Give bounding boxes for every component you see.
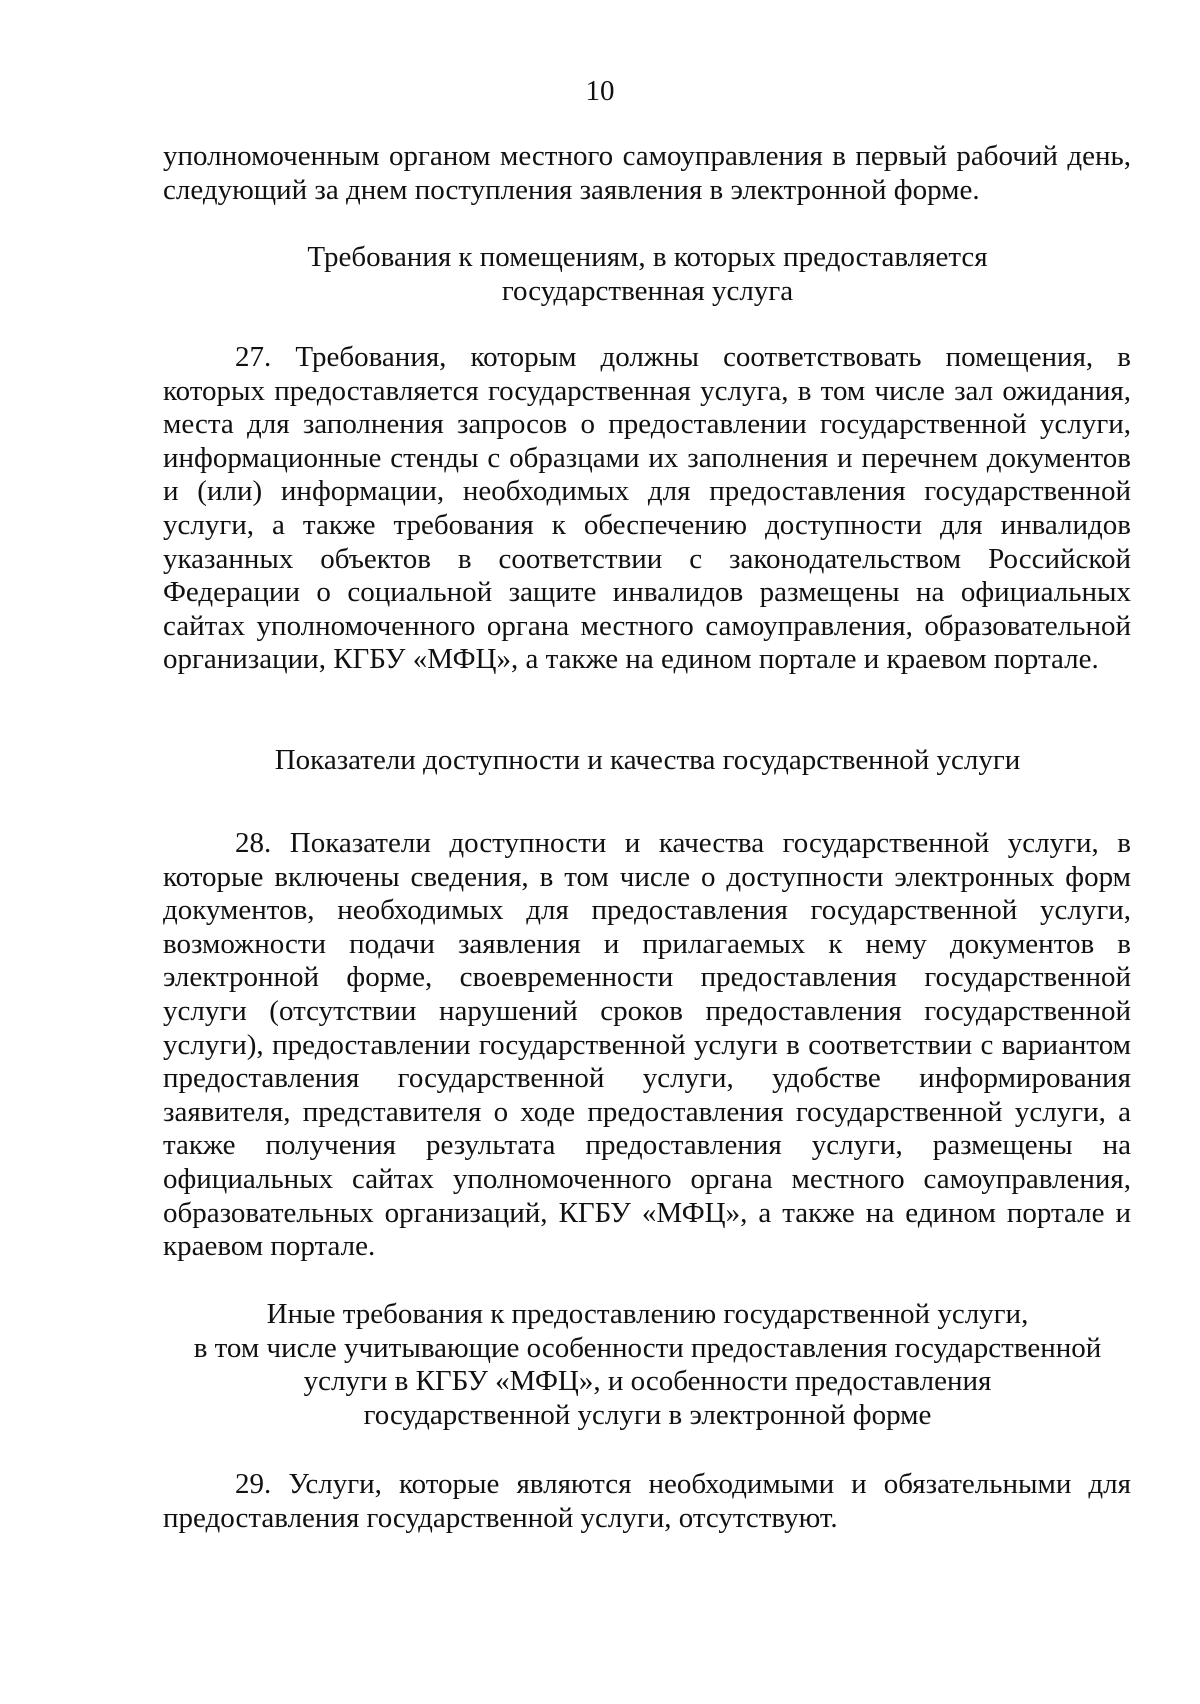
- premises-heading-line: государственная услуга: [501, 274, 794, 307]
- premises-heading: [150, 241, 1145, 308]
- page-number: 10: [585, 75, 615, 107]
- premises-heading-line: Требования к помещениям, в которых предоставляется: [307, 241, 988, 273]
- quality-heading: [150, 744, 1145, 778]
- other-heading-line: Иные требования к предоставлению государственной услуги,: [266, 1298, 1029, 1330]
- other-requirements-heading: [150, 1298, 1145, 1432]
- premises-paragraph: [163, 341, 1131, 677]
- other-text: 29. Услуги, которые являются необходимыми и обязательными для предоставления государственной услуги, отсутствуют.: [163, 1468, 1131, 1534]
- quality-paragraph: [163, 827, 1131, 1264]
- other-heading-line: государственной услуги в электронной форме: [363, 1398, 932, 1431]
- intro-paragraph: [163, 140, 1131, 207]
- other-heading-line: в том числе учитывающие особенности предоставления государственной: [193, 1331, 1102, 1364]
- quality-heading-line: Показатели доступности и качества государственной услуги: [274, 744, 1021, 776]
- quality-text: 28. Показатели доступности и качества государственной услуги, в которые включены сведения, в том числе о доступности электронных форм документов, необходимых для предоставления государственной услуги, возможности подачи заявления и прилагаемых к нему документов в электронной форме, своевременности предоставления государственной услуги (отсутствии нарушений сроков предоставления государственной услуги), предоставлении государственной услуги в соответствии с вариантом предоставления государственной услуги, удобстве информирования заявителя, представителя о ходе предоставления государственной услуги, а также получения результата предоставления услуги, размещены на официальных сайтах уполномоченного органа местного самоуправления, образовательных организаций, КГБУ «МФЦ», а также на едином портале и краевом портале.: [163, 827, 1131, 1263]
- intro-text: уполномоченным органом местного самоуправления в первый рабочий день, следующий за днем поступления заявления в электронной форме.: [163, 140, 1131, 206]
- premises-text: 27. Требования, которым должны соответствовать помещения, в которых предоставляется государственная услуга, в том числе зал ожидания, места для заполнения запросов о предоставлении государственной услуги, информационные стенды с образцами их заполнения и перечнем документов и (или) информации, необходимых для предоставления государственной услуги, а также требования к обеспечению доступности для инвалидов указанных объектов в соответствии с законодательством Российской Федерации о социальной защите инвалидов размещены на официальных сайтах уполномоченного органа местного самоуправления, образовательной организации, КГБУ «МФЦ», а также на едином портале и краевом портале.: [163, 341, 1131, 676]
- other-paragraph: [163, 1468, 1131, 1535]
- other-heading-line: услуги в КГБУ «МФЦ», и особенности предоставления: [303, 1365, 992, 1398]
